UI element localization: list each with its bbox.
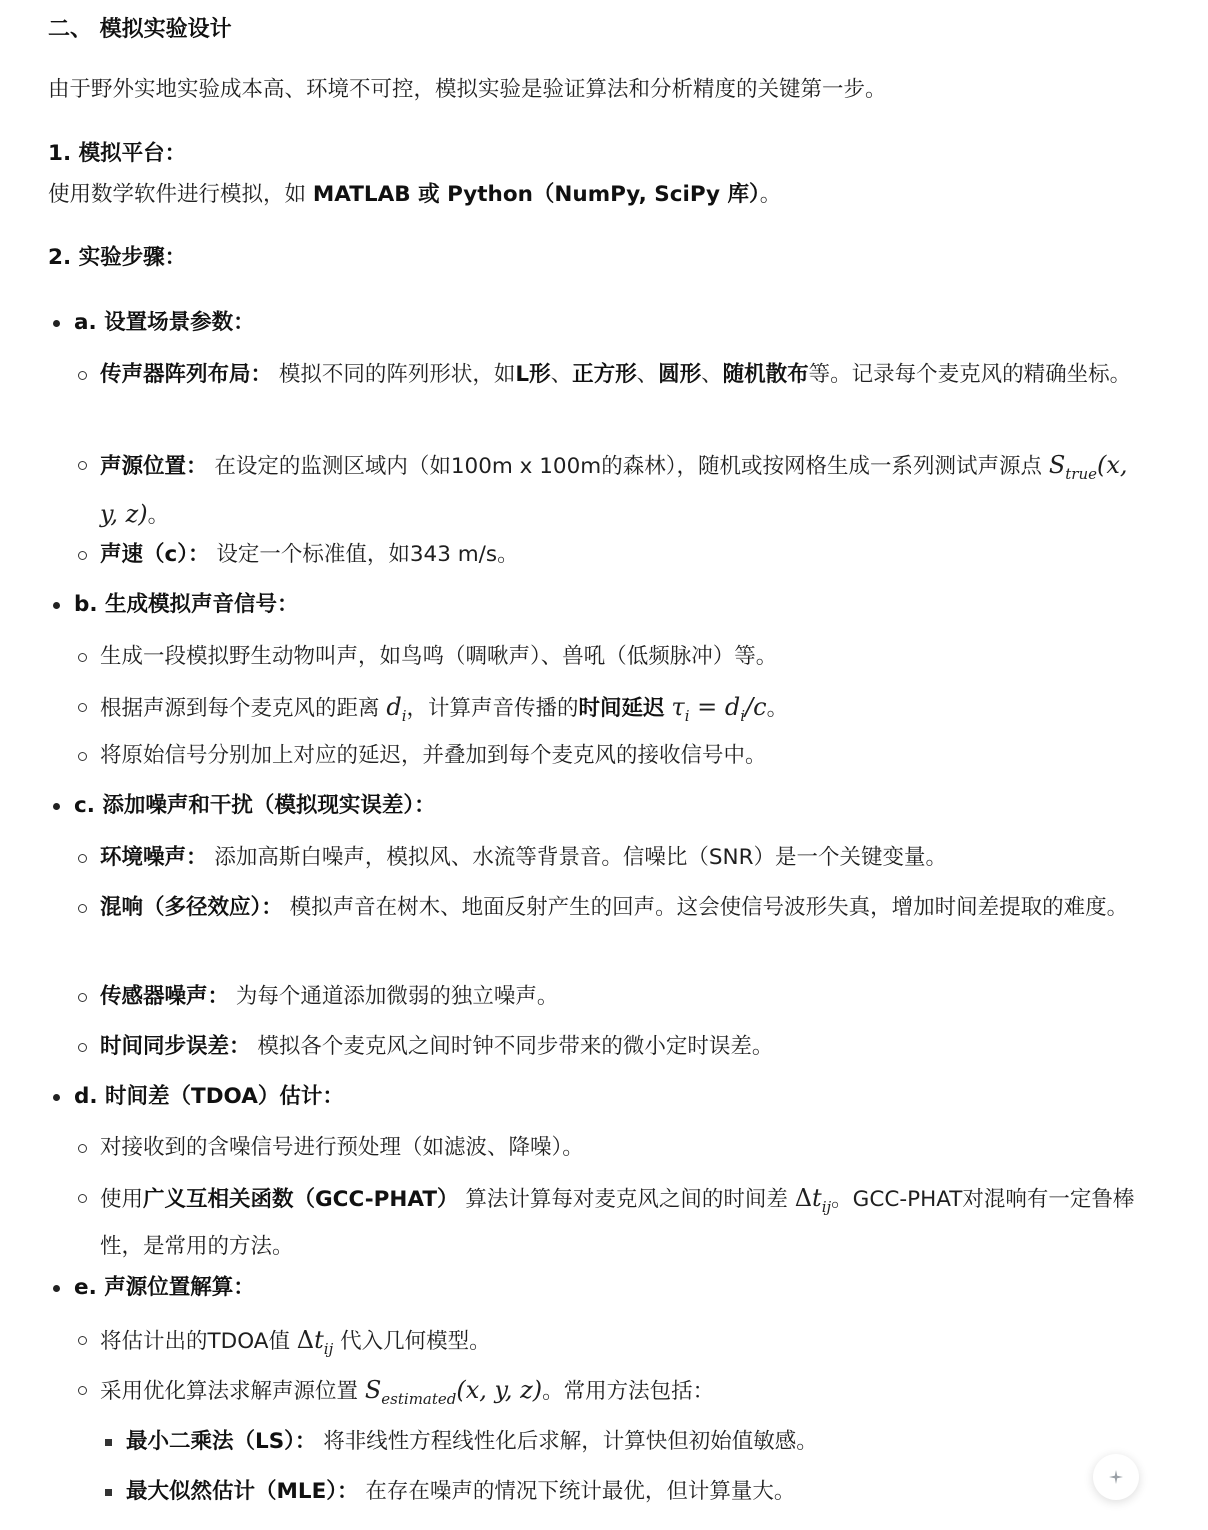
math-rhs-d: d <box>724 693 741 721</box>
math-eq: = <box>689 693 725 721</box>
disc-bullet-icon <box>53 320 60 327</box>
ls-label: 最小二乘法（LS）： <box>126 1429 317 1454</box>
math-t-sub-2: ij <box>323 1339 334 1358</box>
preprocess-text: 对接收到的含噪信号进行预处理（如滤波、降噪）。 <box>100 1135 584 1160</box>
disc-bullet-icon <box>53 1285 60 1292</box>
list-item-step-a <box>74 303 1154 343</box>
step-d-title: d. 时间差（TDOA）估计： <box>74 1084 344 1109</box>
circle-bullet-icon <box>78 752 87 761</box>
add-delay-text: 将原始信号分别加上对应的延迟，并叠加到每个麦克风的接收信号中。 <box>100 743 767 768</box>
array-text-2: 、 <box>550 362 573 387</box>
env-text: 添加高斯白噪声，模拟风、水流等背景音。信噪比（SNR）是一个关键变量。 <box>207 845 948 870</box>
gcc-bold: 广义互相关函数（GCC-PHAT） <box>143 1187 459 1212</box>
gcc-text-pre: 使用 <box>100 1187 144 1212</box>
list-item-sound-speed <box>100 535 1145 575</box>
math-d-var: d <box>386 693 402 721</box>
array-bold-3: 圆形 <box>658 362 702 387</box>
circle-bullet-icon <box>78 854 87 863</box>
list-item-step-d <box>74 1077 1154 1117</box>
list-item-mle <box>126 1472 1146 1512</box>
circle-bullet-icon <box>78 551 87 560</box>
math-s-sub-2: estimated <box>381 1389 457 1408</box>
opt-text-post: 。常用方法包括： <box>542 1379 715 1404</box>
list-item-time-delay <box>100 687 1145 736</box>
list-item-reverb <box>100 888 1145 928</box>
platform-text-pre: 使用数学软件进行模拟，如 <box>48 182 313 207</box>
opt-text-pre: 采用优化算法求解声源位置 <box>100 1379 365 1404</box>
mle-label: 最大似然估计（MLE）： <box>126 1479 359 1504</box>
list-item-step-e <box>74 1268 1154 1308</box>
math-tau-sub: i <box>684 706 690 725</box>
delay-text-pre: 根据声源到每个麦克风的距离 <box>100 696 387 721</box>
math-rhs-sub: i <box>740 706 746 725</box>
delay-text-mid: ，计算声音传播的 <box>406 696 579 721</box>
math-tau-equation <box>671 693 767 725</box>
generate-text: 生成一段模拟野生动物叫声，如鸟鸣（啁啾声）、兽吼（低频脉冲）等。 <box>100 644 778 669</box>
ls-text: 将非线性方程线性化后求解，计算快但初始值敏感。 <box>316 1429 818 1454</box>
step-a-title: a. 设置场景参数： <box>74 310 255 335</box>
list-item-add-delay <box>100 736 1145 776</box>
source-end: 。 <box>147 502 170 528</box>
tdoa-text-post: 代入几何模型。 <box>333 1329 491 1354</box>
math-t: t <box>812 1184 822 1212</box>
sync-text: 模拟各个麦克风之间时钟不同步带来的微小定时误差。 <box>250 1034 774 1059</box>
math-s: S <box>1048 451 1066 479</box>
math-delta-2: Δ <box>296 1326 315 1354</box>
circle-bullet-icon <box>78 1386 87 1395</box>
list-item-least-squares <box>126 1422 1146 1462</box>
math-delta: Δ <box>794 1184 813 1212</box>
intro-paragraph: 由于野外实地实验成本高、环境不可控，模拟实验是验证算法和分析精度的关键第一步。 <box>48 77 887 102</box>
source-text: 在设定的监测区域内（如100m x 100m的森林），随机或按网格生成一系列测试声源点 <box>207 454 1042 479</box>
math-d-sub: i <box>401 706 407 725</box>
square-bullet-icon <box>105 1489 112 1496</box>
sparkle-icon <box>1107 1468 1125 1486</box>
circle-bullet-icon <box>78 461 87 470</box>
list-item-env-noise <box>100 838 1145 878</box>
circle-bullet-icon <box>78 371 87 380</box>
platform-title: 1. 模拟平台： <box>48 141 187 166</box>
circle-bullet-icon <box>78 703 87 712</box>
circle-bullet-icon <box>78 1336 87 1345</box>
sensor-label: 传感器噪声： <box>100 984 230 1009</box>
list-item-generate-signal <box>100 637 1145 677</box>
list-item-sensor-noise <box>100 977 1145 1017</box>
circle-bullet-icon <box>78 904 87 913</box>
sync-label: 时间同步误差： <box>100 1034 251 1059</box>
math-args-2: (x, y, z) <box>456 1376 543 1404</box>
disc-bullet-icon <box>53 1094 60 1101</box>
list-item-step-b <box>74 585 1154 625</box>
sensor-text: 为每个通道添加微弱的独立噪声。 <box>229 984 559 1009</box>
circle-bullet-icon <box>78 1194 87 1203</box>
disc-bullet-icon <box>53 803 60 810</box>
math-s-estimated <box>364 1376 543 1408</box>
square-bullet-icon <box>105 1439 112 1446</box>
gcc-text-post: 。GCC-PHAT对混响有一定鲁棒性，是常用的方法。 <box>100 1187 1135 1259</box>
gcc-text-mid: 算法计算每对麦克风之间的时间差 <box>458 1187 795 1212</box>
delay-bold: 时间延迟 <box>578 696 665 721</box>
list-item-optimization <box>100 1370 1145 1419</box>
array-text-1: 模拟不同的阵列形状，如 <box>272 362 516 387</box>
list-item-gcc-phat <box>100 1178 1145 1267</box>
circle-bullet-icon <box>78 653 87 662</box>
platform-text <box>48 175 781 215</box>
steps-title: 2. 实验步骤： <box>48 245 187 270</box>
math-t-sub: ij <box>821 1197 832 1216</box>
array-label: 传声器阵列布局： <box>100 362 273 387</box>
circle-bullet-icon <box>78 1043 87 1052</box>
math-delta-t <box>794 1184 832 1216</box>
step-b-title: b. 生成模拟声音信号： <box>74 592 299 617</box>
circle-bullet-icon <box>78 1144 87 1153</box>
math-sub-true: true <box>1065 464 1098 483</box>
array-bold-4: 随机散布 <box>722 362 809 387</box>
speed-text: 设定一个标准值，如343 m/s。 <box>209 542 519 567</box>
list-item-sync-error <box>100 1027 1145 1067</box>
array-text-5: 等。记录每个麦克风的精确坐标。 <box>808 362 1132 387</box>
math-d <box>386 693 407 725</box>
math-tau: τ <box>671 693 685 721</box>
array-text-4: 、 <box>701 362 723 387</box>
circle-bullet-icon <box>78 993 87 1002</box>
array-text-3: 、 <box>636 362 659 387</box>
math-args: (x, y, z) <box>100 451 1128 528</box>
array-bold-2: 正方形 <box>572 362 637 387</box>
tdoa-text-pre: 将估计出的TDOA值 <box>100 1329 297 1354</box>
floating-action-button[interactable] <box>1093 1454 1139 1500</box>
mle-text: 在存在噪声的情况下统计最优，但计算量大。 <box>358 1479 796 1504</box>
math-t-2: t <box>314 1326 324 1354</box>
step-e-title: e. 声源位置解算： <box>74 1275 255 1300</box>
list-item-preprocess <box>100 1128 1145 1168</box>
delay-end: 。 <box>766 696 789 721</box>
platform-text-post: 。 <box>759 182 782 207</box>
disc-bullet-icon <box>53 602 60 609</box>
list-item-array-layout <box>100 355 1145 395</box>
section-heading: 二、 模拟实验设计 <box>48 17 232 42</box>
math-delta-t-2 <box>296 1326 334 1358</box>
list-item-step-c <box>74 786 1154 826</box>
env-label: 环境噪声： <box>100 845 208 870</box>
speed-label: 声速（c）： <box>100 542 210 567</box>
source-label: 声源位置： <box>100 454 208 479</box>
list-item-source-position <box>100 445 1145 536</box>
math-rhs-c: /c <box>745 693 767 721</box>
step-c-title: c. 添加噪声和干扰（模拟现实误差）： <box>74 793 436 818</box>
list-item-tdoa-model <box>100 1320 1145 1369</box>
math-s-2: S <box>364 1376 382 1404</box>
platform-text-bold: MATLAB 或 Python（NumPy, SciPy 库） <box>312 182 760 207</box>
rev-label: 混响（多径效应）： <box>100 895 283 920</box>
rev-text: 模拟声音在树木、地面反射产生的回声。这会使信号波形失真，增加时间差提取的难度。 <box>282 895 1129 920</box>
array-bold-1: L形 <box>515 362 551 387</box>
